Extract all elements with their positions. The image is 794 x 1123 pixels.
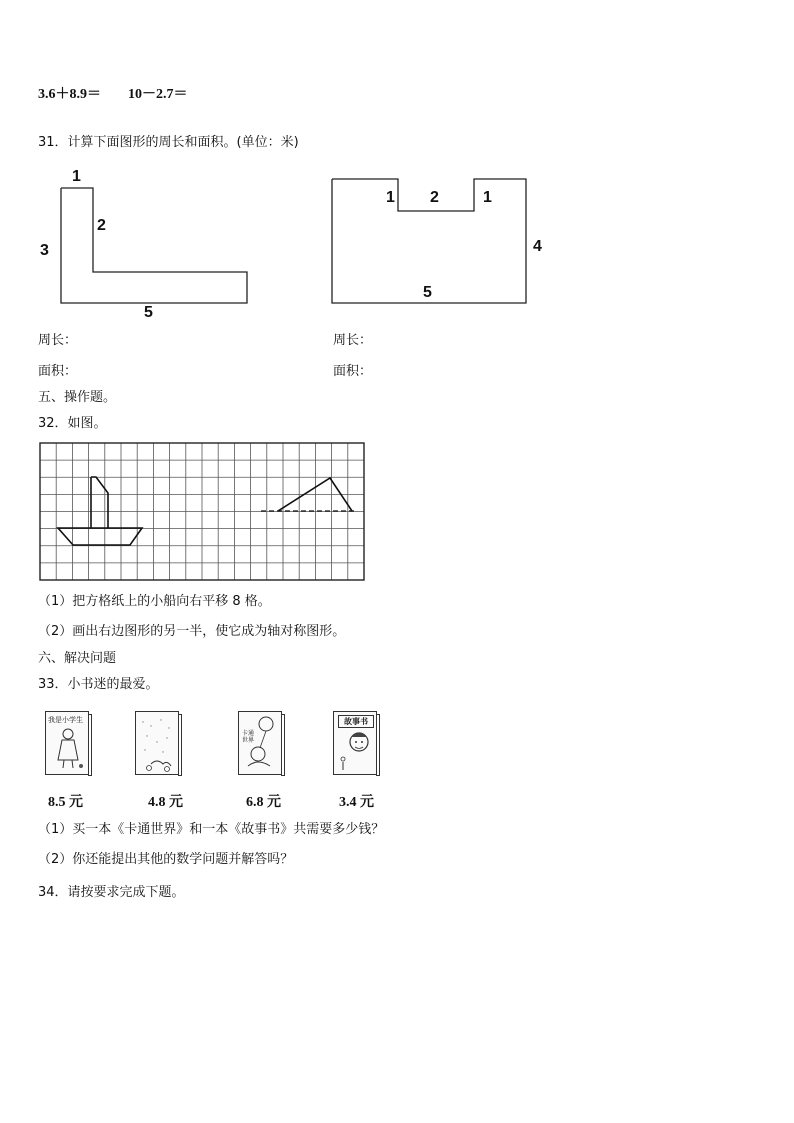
notch-left-label: 1	[386, 189, 395, 206]
book-2	[135, 711, 179, 775]
area-label-1: 面积：	[38, 364, 78, 379]
area-label-2: 面积：	[333, 364, 373, 379]
book-1-price: 8.5 元	[48, 795, 83, 810]
book-4-price: 3.4 元	[339, 795, 374, 810]
q33-sub-1: （1）买一本《卡通世界》和一本《故事书》共需要多少钱？	[38, 822, 385, 837]
q32-task-1: （1）把方格纸上的小船向右平移 8 格。	[38, 594, 271, 609]
section-5-heading: 五、操作题。	[38, 390, 117, 405]
dotted-cover-icon	[137, 714, 177, 774]
book-4	[333, 711, 377, 775]
notch-mid-label: 2	[430, 189, 439, 206]
q34-title: 34．请按要求完成下题。	[38, 885, 185, 900]
calc-expr-1: 3.6＋8.9＝	[38, 87, 101, 102]
notch-right-label: 1	[483, 189, 492, 206]
calc-expr-2: 10－2.7＝	[128, 87, 188, 102]
l-shape-left-label: 3	[40, 242, 49, 259]
section-6-heading: 六、解决问题	[38, 651, 117, 666]
book-2-price: 4.8 元	[148, 795, 183, 810]
q32-title: 32．如图。	[38, 416, 107, 431]
perimeter-label-2: 周长：	[333, 333, 373, 348]
balloon-cover-icon	[240, 714, 280, 774]
perimeter-label-1: 周长：	[38, 333, 78, 348]
l-shape-top-label: 1	[72, 168, 81, 185]
book-3-price: 6.8 元	[246, 795, 281, 810]
l-shape-bottom-label: 5	[144, 304, 153, 321]
boy-cover-icon	[335, 728, 375, 774]
book-1-cover-title: 我是小学生	[48, 716, 83, 724]
book-4-cover-title: 故事书	[338, 715, 374, 728]
q32-task-2: （2）画出右边图形的另一半，使它成为轴对称图形。	[38, 624, 346, 639]
book-3-cover-title: 卡通世界	[242, 730, 255, 744]
notch-shape-right-label: 4	[533, 238, 542, 255]
q33-title: 33．小书迷的最爱。	[38, 677, 159, 692]
notch-shape-bottom-label: 5	[423, 284, 432, 301]
girl-cover-icon	[48, 724, 88, 772]
book-1	[45, 711, 89, 775]
q31-title: 31．计算下面图形的周长和面积。(单位：米)	[38, 135, 299, 150]
q33-sub-2: （2）你还能提出其他的数学问题并解答吗？	[38, 852, 294, 867]
book-3	[238, 711, 282, 775]
l-shape-inner-label: 2	[97, 217, 106, 234]
